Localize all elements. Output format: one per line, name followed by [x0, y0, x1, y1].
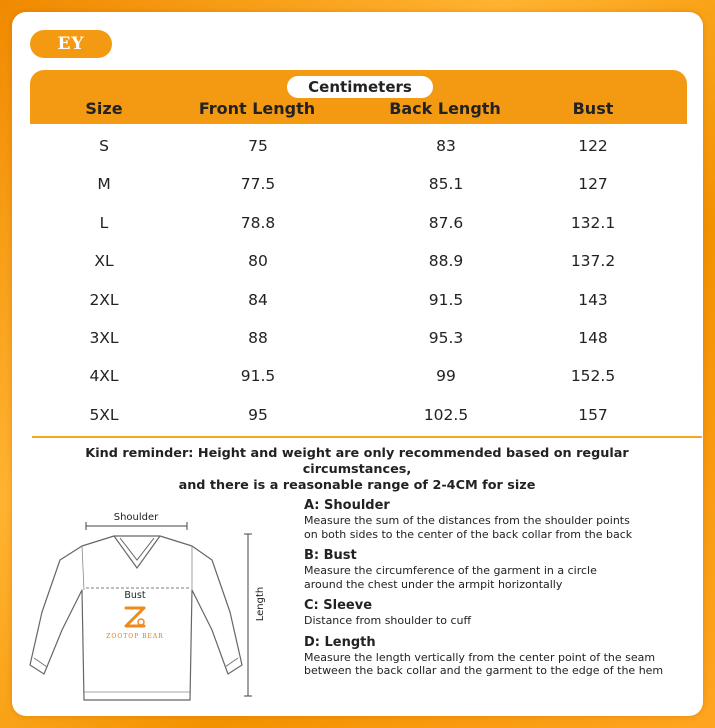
reminder-line-2: and there is a reasonable range of 2-4CM for size [178, 478, 536, 493]
svg-text:ZOOTOP BEAR: ZOOTOP BEAR [106, 633, 164, 640]
bust-cell: 122 [578, 137, 608, 155]
measure-title: D: Length [304, 634, 376, 650]
measure-title: C: Sleeve [304, 598, 373, 613]
measure-description: on both sides to the center of the back collar from the back [304, 527, 633, 541]
column-header-bust: Bust [572, 99, 614, 118]
size-cell: 2XL [89, 290, 119, 309]
front-length-cell: 77.5 [240, 175, 276, 194]
table-row [30, 242, 687, 280]
bust-cell: 137.2 [570, 252, 616, 271]
section-divider [32, 436, 702, 438]
table-row [30, 396, 687, 434]
front-length-cell: 84 [248, 290, 268, 309]
size-table-body [30, 127, 687, 434]
unit-label: Centimeters [308, 78, 412, 96]
size-cell: 3XL [89, 328, 119, 347]
sweater-illustration [22, 500, 282, 710]
table-row [30, 281, 687, 319]
shoulder-label: Shoulder [113, 512, 159, 523]
measurement-guide [304, 498, 699, 685]
kind-reminder [40, 446, 674, 494]
size-cell: XL [94, 252, 114, 271]
measure-description: Measure the sum of the distances from the shoulder points [304, 514, 630, 527]
bust-cell: 132.1 [570, 213, 616, 232]
back-length-cell: 99 [436, 367, 456, 386]
bust-cell: 157 [578, 405, 608, 424]
front-length-cell: 80 [248, 252, 268, 271]
back-length-cell: 85.1 [428, 175, 464, 194]
size-cell: L [99, 213, 109, 232]
front-length-cell: 91.5 [240, 367, 276, 386]
measure-title: B: Bust [304, 548, 357, 563]
length-label: Length [255, 586, 266, 622]
brand-label: EY [57, 34, 85, 54]
size-cell: 5XL [89, 405, 119, 424]
measure-description: around the chest under the armpit horizontally [304, 577, 563, 591]
back-length-cell: 95.3 [428, 328, 464, 347]
table-row [30, 165, 687, 203]
front-length-cell: 95 [248, 405, 268, 424]
front-length-cell: 88 [248, 328, 268, 347]
front-length-cell: 78.8 [240, 213, 276, 232]
measure-item [304, 498, 699, 541]
table-row [30, 319, 687, 357]
measure-title: A: Shoulder [304, 498, 390, 513]
bust-cell: 127 [578, 175, 608, 194]
unit-pill [287, 76, 433, 98]
back-length-cell: 88.9 [428, 252, 464, 271]
size-cell: M [97, 175, 111, 194]
table-row [30, 357, 687, 395]
bust-cell: 148 [578, 328, 608, 347]
column-header-front-length: Front Length [198, 99, 316, 118]
table-row [30, 127, 687, 165]
measure-item [304, 548, 699, 591]
size-cell: S [99, 137, 109, 155]
bust-label: Bust [124, 590, 146, 601]
measure-description: Measure the length vertically from the center point of the seam [304, 650, 656, 664]
reminder-line-1: Kind reminder: Height and weight are only recommended based on regular circumstances, [85, 446, 629, 477]
measure-item [304, 598, 699, 628]
back-length-cell: 102.5 [423, 405, 469, 424]
measure-item [304, 635, 699, 678]
back-length-cell: 91.5 [428, 290, 464, 309]
column-header-size: Size [85, 99, 123, 118]
back-length-cell: 83 [436, 137, 456, 155]
brand-badge [30, 30, 112, 58]
garment-diagram [22, 500, 282, 710]
bust-cell: 143 [578, 290, 608, 309]
column-header-back-length: Back Length [389, 99, 501, 118]
measure-description: between the back collar and the garment to the edge of the hem [304, 664, 664, 677]
table-row [30, 204, 687, 242]
measure-description: Distance from shoulder to cuff [304, 614, 472, 627]
front-length-cell: 75 [248, 137, 268, 155]
measure-description: Measure the circumference of the garment in a circle [304, 564, 597, 577]
size-cell: 4XL [89, 367, 119, 386]
back-length-cell: 87.6 [428, 213, 464, 232]
bust-cell: 152.5 [570, 367, 616, 386]
